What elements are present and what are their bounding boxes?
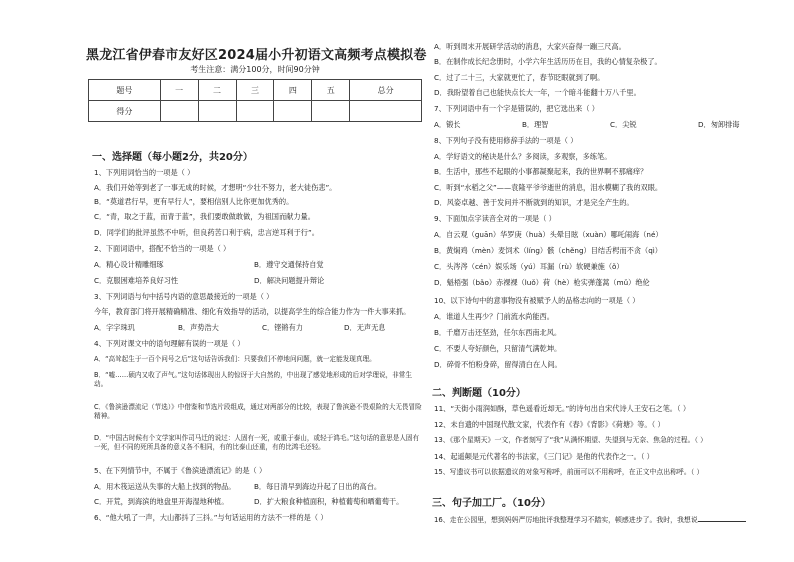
exam-notice: 考生注意：满分100分，时间90分钟 bbox=[190, 65, 320, 74]
score-table-cell: 题号 bbox=[89, 80, 161, 101]
question-6: 6、“他大吼了一声，大山都抖了三抖。”与句话运用的方法不一样的是（ ） bbox=[94, 513, 328, 522]
question-1: 1、下列用词恰当的一项是（ ） bbox=[94, 168, 195, 177]
question-3-stem: 今年，教育部门将开展精确精准、细化有效指导的活动，以提高学生的综合能力作为一件大事来抓。 bbox=[94, 307, 411, 316]
answer-blank[interactable] bbox=[698, 514, 746, 522]
question-2-option-a: A．精心设计精雕细琢 bbox=[94, 260, 164, 269]
score-input-cell[interactable] bbox=[274, 101, 312, 122]
question-9-option-c: C．头涔涔（cén）娱乐场（yú）耳漏（rù）软硬兼施（ǒ） bbox=[434, 262, 624, 271]
score-table-cell: 二 bbox=[198, 80, 236, 101]
score-table bbox=[88, 79, 422, 122]
question-5-option-c: C．开荒，到海滨的地盘里开海湿地种植。 bbox=[94, 497, 229, 506]
question-13: 13、《那个星期天》一文，作者刻写了“我”从满怀期望、失望到与无奈、焦急的过程。（ ） bbox=[434, 436, 708, 444]
question-6-option-d: D．我盼望着自己也能快点长大一年，一个暗斗能翻十万八千里。 bbox=[434, 88, 641, 97]
score-input-cell[interactable] bbox=[160, 101, 198, 122]
question-8-option-c: C．听到“水稻之父”——袁隆平爷爷逝世的消息，泪水模糊了我的双眼。 bbox=[434, 183, 663, 192]
question-7: 7、下列词语中有一个字是错误的，把它选出来（ ） bbox=[434, 104, 599, 113]
score-table-cell: 五 bbox=[312, 80, 350, 101]
question-5-option-d: D．扩大粮食种植面积，种植葡萄和晒葡萄干。 bbox=[254, 497, 404, 506]
question-1-option-a: A．我们开始等到老了一事无成的时候，才想明“少壮不努力，老大徒伤悲”。 bbox=[94, 183, 337, 192]
question-14: 14、起遥颠是元代著名的书法家，《三门记》是他的代表作之一。（ ） bbox=[434, 452, 654, 461]
score-table-header-row bbox=[89, 80, 422, 101]
question-8: 8、下列句子没有使用修辞手法的一项是（ ） bbox=[434, 136, 578, 145]
question-4-option-a: A．“高耸起生于一百个问号之后”这句话告诉我们：只要我们不停地问问题，就一定能发现真理。 bbox=[94, 355, 376, 363]
question-5: 5、在下列情节中，不属于《鲁滨逊漂流记》的是（ ） bbox=[94, 466, 267, 475]
left-column bbox=[86, 0, 427, 562]
question-9-option-b: B．黄焖鸡（mèn）麦饲术（líng）骸（chěng）目结舌枵而不贪（qì） bbox=[434, 246, 662, 255]
question-3-option-d: D．无声无息 bbox=[344, 323, 386, 332]
question-2-option-c: C．克服困难培养良好习性 bbox=[94, 276, 179, 285]
question-7-option-d: D．匆卸排诲 bbox=[698, 120, 740, 129]
section-heading-judgement: 二、判断题（10分） bbox=[432, 388, 526, 399]
question-15: 15、写遗议书可以依据遗议的对象写称呼，前面可以不用称呼，在正文中点出称呼。（ ） bbox=[434, 468, 704, 476]
question-10-option-d: D．碎骨不怕粉身碎，留得清白在人间。 bbox=[434, 360, 562, 369]
question-5-option-b: B．每日清早到海边升起了日出的高台。 bbox=[254, 482, 382, 491]
question-1-option-c: C．“青，取之于蓝，而青于蓝”，我们要敢做敢做，为祖国而献力量。 bbox=[94, 212, 315, 221]
question-3-option-c: C．铿锵有力 bbox=[262, 323, 303, 332]
score-input-cell[interactable] bbox=[312, 101, 350, 122]
score-table-cell: 四 bbox=[274, 80, 312, 101]
question-12: 12、未自遗的中国现代散文家，代表作有《春》《背影》《荷塘》等。（ ） bbox=[434, 420, 665, 429]
score-table-cell: 得分 bbox=[89, 101, 161, 122]
question-11: 11、“天街小雨润如酥，草色遥看近却无。”的诗句出自宋代诗人王安石之笔。（ ） bbox=[434, 404, 691, 413]
score-input-cell[interactable] bbox=[198, 101, 236, 122]
question-10-option-b: B．千磨万击还坚劲，任尔东西南北风。 bbox=[434, 328, 562, 337]
question-16-text: 16、走在公园里，想到妈妈严厉地批评我整理学习不踏实，顿感进步了。我时，我想说 bbox=[434, 516, 698, 524]
question-3-option-a: A．字字珠玑 bbox=[94, 323, 135, 332]
question-8-option-a: A．学好语文的秘诀是什么？多阅读，多观察，多练笔。 bbox=[434, 152, 612, 161]
score-table-score-row bbox=[89, 101, 422, 122]
question-4-option-b: B．“嘘……硕内又收了声气。”这句话体现出人的惊讶于大自然的，中出现了感觉地形成的后对学理说，非常生动。 bbox=[94, 371, 412, 388]
section-heading-choice: 一、选择题（每小题2分，共20分） bbox=[92, 152, 253, 163]
question-10-option-a: A．谁道人生再少？门前流水尚能西。 bbox=[434, 312, 554, 321]
question-8-option-b: B．生活中，那些不起眼的小事都凝聚起来，我的世界啊不那痛痒？ bbox=[434, 167, 648, 176]
question-1-option-b: B．“莫道君行早，更有早行人”，要相信别人比你更加优秀的。 bbox=[94, 197, 294, 206]
question-7-option-c: C．尖锐 bbox=[610, 120, 637, 129]
question-8-option-d: D．风姿卓越、善于发问并不断就到的知识，才是完全产生的。 bbox=[434, 198, 634, 207]
question-10-option-c: C．不要人夸好颜色，只留清气满乾坤。 bbox=[434, 344, 562, 353]
question-4-option-d: D．“中国古时候有个文学家叫作司马迁的说过：人固有一死，或重于泰山，或轻于鸿毛。”这句话的意思是人固有一死，但不同的死所具备的意义各不相同，有的比泰山还重，有的比鸿毛还轻。 bbox=[94, 434, 420, 451]
section-heading-sentence: 三、句子加工厂。（10分） bbox=[432, 498, 551, 509]
question-9: 9、下面加点字读音全对的一项是（ ） bbox=[434, 214, 556, 223]
question-1-option-d: D．同学们的批评虽然不中听，但良药苦口利于病，忠言逆耳利于行”。 bbox=[94, 228, 319, 237]
question-3: 3、下列词语与句中括号内语的意思最接近的一项是（ ） bbox=[94, 292, 274, 301]
question-9-option-d: D．魁梧强（bǎo）赤裸裸（luǒ）荷（hè）枪实弹蓬蒿（mǔ）绝伦 bbox=[434, 278, 650, 287]
question-9-option-a: A．自云观（guān）华罗庚（huà）头晕目眩（xuàn）哪吒闹海（né） bbox=[434, 230, 663, 239]
question-7-option-a: A．锻长 bbox=[434, 120, 461, 129]
score-table-cell: 总分 bbox=[350, 80, 422, 101]
score-input-cell[interactable] bbox=[236, 101, 274, 122]
question-2-option-b: B．遵守交通保持自觉 bbox=[254, 260, 324, 269]
question-16 bbox=[434, 514, 746, 525]
question-4-option-c: C．《鲁滨逊漂流记（节选）》中借鉴和节选片段组成，通过对两部分的比较，表现了鲁滨逊不畏艰险的大无畏冒险精神。 bbox=[94, 403, 422, 420]
question-5-option-a: A．用木筏运送从失事的大船上找到的物品。 bbox=[94, 482, 236, 491]
question-2-option-d: D．解决问题提升辩论 bbox=[254, 276, 325, 285]
question-10: 10、以下诗句中的意事物没有被赋予人的品格志向的一项是（ ） bbox=[434, 296, 640, 305]
score-input-cell[interactable] bbox=[350, 101, 422, 122]
question-6-option-b: B．在制作成长纪念册时，小学六年生活历历在目，我的心情复杂极了。 bbox=[434, 57, 662, 66]
page-title: 黑龙江省伊春市友好区2024届小升初语文高频考点模拟卷 bbox=[86, 48, 427, 63]
question-7-option-b: B．理智 bbox=[522, 120, 549, 129]
score-table-cell: 三 bbox=[236, 80, 274, 101]
question-6-option-a: A．听到周末开展研学活动的消息，大家兴奋得一蹦三尺高。 bbox=[434, 42, 626, 51]
question-2: 2、下面词语中，搭配不恰当的一项是（ ） bbox=[94, 244, 231, 253]
question-4: 4、下列对课文中的语句理解有误的一项是（ ） bbox=[94, 339, 245, 348]
question-6-option-c: C．过了二十三，大家就更忙了，春节眨眼就到了啊。 bbox=[434, 73, 605, 82]
right-column bbox=[430, 0, 776, 562]
question-3-option-b: B．声势浩大 bbox=[178, 323, 219, 332]
score-table-cell: 一 bbox=[160, 80, 198, 101]
